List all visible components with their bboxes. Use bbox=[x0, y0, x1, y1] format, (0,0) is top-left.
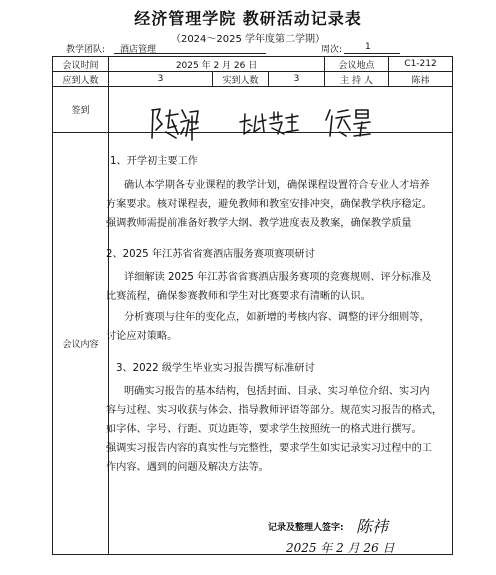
content-label: 会议内容 bbox=[53, 133, 109, 555]
location-label: 会议地点 bbox=[325, 57, 389, 72]
week-label: 周次: bbox=[321, 45, 343, 55]
content-line: 强调实习报告内容的真实性与完整性，要求学生如实记录实习过程中的工 bbox=[106, 443, 432, 454]
section-heading-3: 3、2022 级学生毕业实习报告撰写标准研讨 bbox=[116, 363, 315, 374]
signin-label: 签到 bbox=[53, 87, 109, 133]
content-line: 容与过程、实习收获与体会、指导教师评语等部分。规范实习报告的格式， bbox=[106, 405, 443, 416]
actual-label: 实到人数 bbox=[213, 72, 269, 87]
content-line: 分析赛项与往年的变化点，如新增的考核内容、调整的评分细则等， bbox=[124, 312, 430, 323]
content-line: 详细解读 2025 年江苏省省赛酒店服务赛项的竞赛规则、评分标准及 bbox=[124, 272, 432, 283]
table-row bbox=[53, 72, 453, 87]
date-label: 会议时间 bbox=[53, 57, 109, 72]
host-value: 陈祎 bbox=[389, 72, 453, 87]
location-value: C1-212 bbox=[389, 57, 453, 72]
content-line: 如字体、字号、行距、页边距等，要求学生按照统一的格式进行撰写。 bbox=[106, 424, 422, 435]
expected-label: 应到人数 bbox=[53, 72, 109, 87]
content-line: 比赛流程，确保参赛教师和学生对比赛要求有清晰的认识。 bbox=[106, 291, 371, 302]
signature-2 bbox=[238, 108, 300, 138]
signature-1 bbox=[148, 104, 200, 142]
content-line: 作内容、遇到的问题及解决方法等。 bbox=[106, 462, 269, 473]
signature-3 bbox=[324, 106, 372, 140]
recorder-label: 记录及整理人签字: bbox=[268, 523, 344, 533]
content-line: 讨论应对策略。 bbox=[106, 331, 178, 342]
host-label: 主 持 人 bbox=[325, 72, 389, 87]
expected-value: 3 bbox=[109, 72, 213, 87]
content-line: 确认本学期各专业课程的教学计划，确保课程设置符合专业人才培养 bbox=[124, 180, 430, 191]
week-underline bbox=[344, 53, 400, 54]
table-row bbox=[53, 57, 453, 72]
content-cell bbox=[109, 133, 453, 555]
document-subtitle: （2024～2025 学年度第二学期） bbox=[170, 34, 326, 45]
date-value: 2025 年 2 月 26 日 bbox=[109, 57, 325, 72]
team-value: 酒店管理 bbox=[120, 45, 157, 55]
recorder-signature: 陈祎 bbox=[356, 517, 389, 536]
week-value: 1 bbox=[365, 42, 371, 52]
actual-value: 3 bbox=[269, 72, 325, 87]
content-line: 强调教师需提前准备好教学大纲、教学进度表及教案，确保教学质量 bbox=[106, 218, 412, 229]
content-line: 明确实习报告的基本结构，包括封面、目录、实习单位介绍、实习内 bbox=[124, 386, 430, 397]
team-label: 教学团队: bbox=[66, 45, 106, 55]
table-row bbox=[53, 133, 453, 555]
section-heading-1: 1、开学初主要工作 bbox=[110, 156, 198, 167]
section-heading-2: 2、2025 年江苏省省赛酒店服务赛项赛项研讨 bbox=[106, 249, 315, 260]
document-title: 经济管理学院 教研活动记录表 bbox=[134, 9, 362, 28]
content-line: 方案要求。核对课程表，避免教师和教室安排冲突，确保教学秩序稳定。 bbox=[106, 199, 432, 210]
team-underline bbox=[114, 53, 266, 54]
signed-date: 2025 年 2 月 26 日 bbox=[286, 541, 395, 555]
